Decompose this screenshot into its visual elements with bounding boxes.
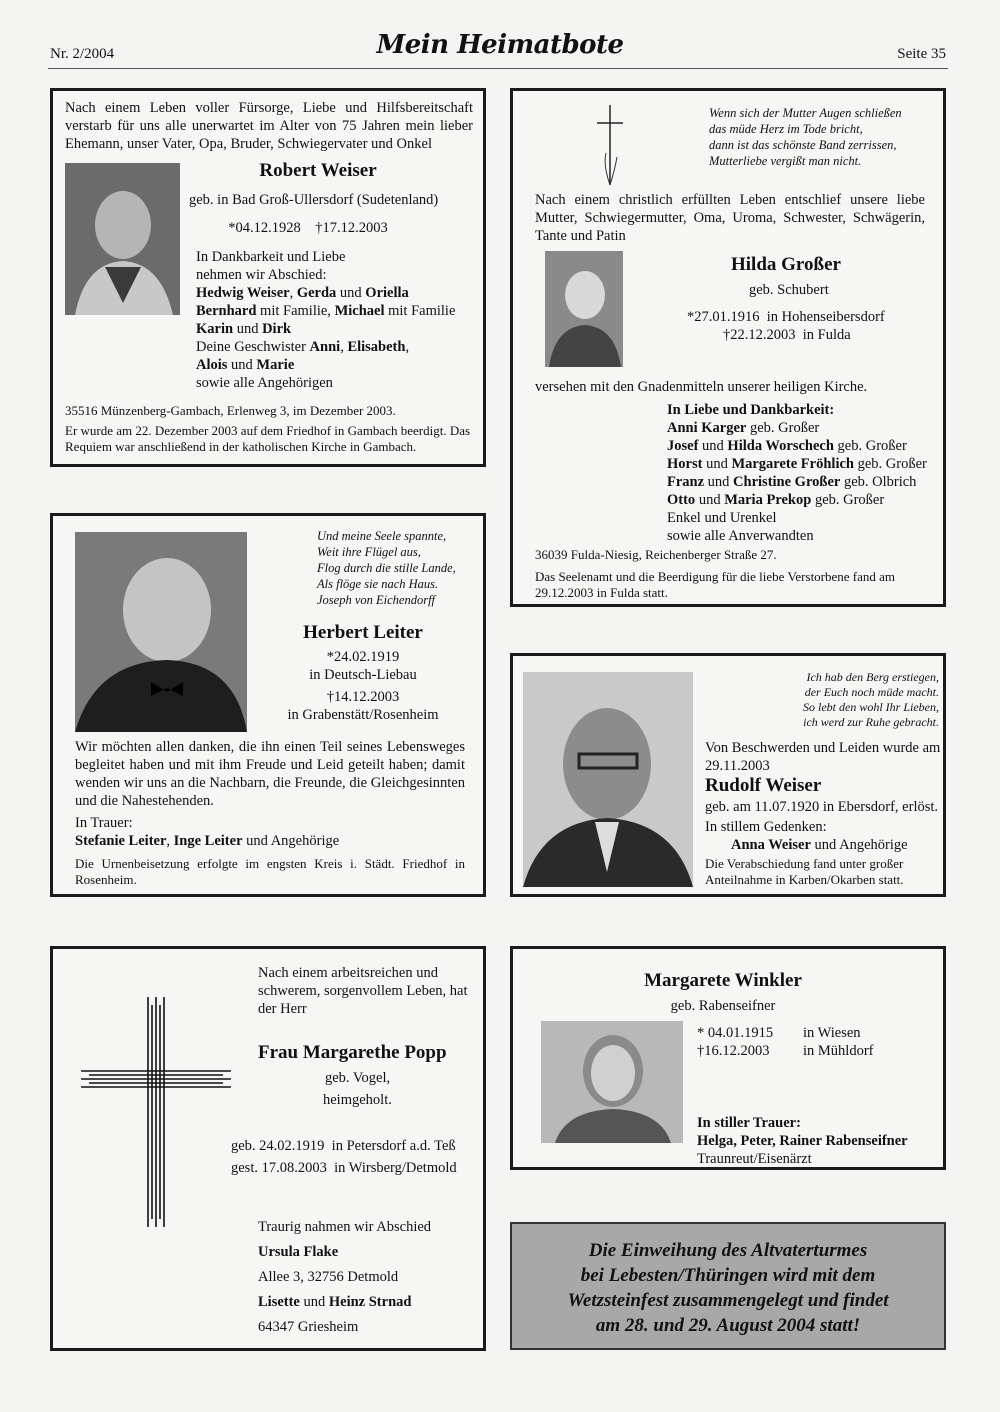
life-dates: *04.12.1928 †17.12.2003 <box>228 220 388 236</box>
poem: Ich hab den Berg erstiegen, der Euch noch müde macht. So lebt den wohl Ihr Lieben, ich werd zur Ruhe gebracht. <box>803 670 939 729</box>
deceased-name: Margarete Winkler <box>644 970 802 991</box>
intro-text: Nach einem Leben voller Fürsorge, Liebe und Hilfsbereitschaft verstarb für uns alle unerwartet im Alter von 75 Jahren mein lieber Ehemann, unser Vater, Opa, Bruder, Schwiegervater und Onkel <box>65 100 473 152</box>
family-list: In Dankbarkeit und Liebe nehmen wir Abschied: Hedwig Weiser, Gerda und Oriella Bernhard mit Familie, Michael mit Familie Karin und Dirk Deine Geschwister Anni, Elisabeth, Alois und Marie sowie alle Angehörigen <box>196 249 456 391</box>
sacrament-note: versehen mit den Gnadenmitteln unserer heiligen Kirche. <box>535 379 868 395</box>
death-info: †22.12.2003 in Fulda <box>723 327 851 343</box>
farewell-label: Traurig nahmen wir Abschied <box>258 1219 432 1235</box>
intro-text: Nach einem christlich erfüllten Leben entschlief unsere liebe Mutter, Schwiegermutter, Oma, Uroma, Schwester, Schwägerin, Tante und Patin <box>535 192 925 244</box>
masthead-title: Mein Heimatbote <box>376 30 624 60</box>
maiden-name: geb. Schubert <box>749 282 829 298</box>
intro-text: Von Beschwerden und Leiden wurde am 29.11.2003 <box>705 740 941 774</box>
called-home: heimgeholt. <box>323 1092 392 1108</box>
header-rule <box>48 68 948 69</box>
family-place: Traunreut/Eisenärzt <box>697 1151 812 1167</box>
deceased-name: Robert Weiser <box>259 160 377 181</box>
family-list: Helga, Peter, Rainer Rabenseifner <box>697 1133 908 1149</box>
obituary-rudolf-weiser <box>510 653 946 897</box>
cross-icon <box>81 997 231 1227</box>
mourning-label: In Trauer: <box>75 815 133 831</box>
portrait-photo <box>523 672 693 887</box>
relative-address: 64347 Griesheim <box>258 1319 359 1335</box>
address: 36039 Fulda-Niesig, Reichenberger Straße 27. <box>535 547 777 562</box>
announcement-text: Die Einweihung des Altvaterturmes bei Lebesten/Thüringen wird mit dem Wetzsteinfest zusammengelegt und findet am 28. und 29. August 2004 statt! <box>567 1240 889 1336</box>
poem: Wenn sich der Mutter Augen schließen das müde Herz im Tode bricht, dann ist das schönste Band zerrissen, Mutterliebe vergißt man nicht. <box>709 106 902 168</box>
obituary-hilda-grosser <box>510 88 946 607</box>
deceased-name: Frau Margarethe Popp <box>258 1042 447 1063</box>
deceased-name: Hilda Großer <box>731 254 841 275</box>
poem: Und meine Seele spannte, Weit ihre Flügel aus, Flog durch die stille Lande, Als flöge sie nach Haus. Joseph von Eichendorff <box>317 529 456 607</box>
birth-date: * 04.01.1915 <box>697 1025 774 1041</box>
birth-info: *27.01.1916 in Hohenseibersdorf <box>687 309 885 325</box>
birthplace: geb. in Bad Groß-Ullersdorf (Sudetenland) <box>189 192 439 208</box>
birth-info: geb. am 11.07.1920 in Ebersdorf, erlöst. <box>705 799 939 815</box>
address: 35516 Münzenberg-Gambach, Erlenweg 3, im Dezember 2003. <box>65 403 396 418</box>
family-list: In Liebe und Dankbarkeit: Anni Karger geb. Großer Josef und Hilda Worschech geb. Großer Horst und Margarete Fröhlich geb. Großer Franz und Christine Großer geb. Olbrich Otto und Maria Prekop geb. Großer Enkel und Urenkel sowie alle Anverwandten <box>667 402 927 544</box>
farewell-note: Die Verabschiedung fand unter großer Anteilnahme in Karben/Okarben statt. <box>705 856 904 887</box>
obituary-margarethe-popp <box>50 946 486 1351</box>
death-date: †16.12.2003 <box>697 1043 770 1059</box>
thanks-text: Wir möchten allen danken, die ihn einen Teil seines Lebensweges begleitet haben und mit ihm Freude und Leid geteilt haben; damit wenden wir uns an die Nachbarn, die Freunde, die Gleichgesinnten und die Nahestehenden. <box>75 739 465 809</box>
obituary-margarete-winkler <box>510 946 946 1170</box>
remembrance-label: In stillem Gedenken: <box>705 819 827 835</box>
maiden-name: geb. Rabenseifner <box>670 998 776 1014</box>
family-list: Stefanie Leiter, Inge Leiter und Angehörige <box>75 833 340 849</box>
event-announcement <box>510 1222 946 1350</box>
intro-text: Nach einem arbeitsreichen und schwerem, sorgenvollem Leben, hat der Herr <box>258 965 468 1017</box>
birth-info: geb. 24.02.1919 in Petersdorf a.d. Teß <box>231 1138 456 1154</box>
relative-name: Lisette und Heinz Strnad <box>258 1294 412 1310</box>
birth-place: in Wiesen <box>803 1025 861 1041</box>
obituary-robert-weiser <box>50 88 486 467</box>
portrait-photo <box>65 163 180 315</box>
cross-icon <box>595 105 625 185</box>
relative-name: Ursula Flake <box>258 1244 339 1260</box>
obituary-herbert-leiter <box>50 513 486 897</box>
death-info: gest. 17.08.2003 in Wirsberg/Detmold <box>231 1160 457 1176</box>
relative-address: Allee 3, 32756 Detmold <box>258 1269 399 1285</box>
issue-number: Nr. 2/2004 <box>50 46 115 62</box>
funeral-note: Das Seelenamt und die Beerdigung für die liebe Verstorbene fand am 29.12.2003 in Fulda statt. <box>535 569 896 600</box>
deceased-name: Rudolf Weiser <box>705 775 822 796</box>
portrait-photo <box>545 251 623 367</box>
family-list: Anna Weiser und Angehörige <box>731 837 908 853</box>
page-number: Seite 35 <box>897 46 946 62</box>
maiden-name: geb. Vogel, <box>325 1070 391 1086</box>
deceased-name: Herbert Leiter <box>303 622 423 643</box>
death-place: in Mühldorf <box>803 1043 874 1059</box>
burial-note: Die Urnenbeisetzung erfolgte im engsten Kreis i. Städt. Friedhof in Rosenheim. <box>75 856 465 887</box>
portrait-photo <box>541 1021 683 1143</box>
life-dates: *24.02.1919 in Deutsch-Liebau †14.12.2003 in Grabenstätt/Rosenheim <box>287 649 439 723</box>
burial-note: Er wurde am 22. Dezember 2003 auf dem Friedhof in Gambach beerdigt. Das Requiem war anschließend in der katholischen Kirche in Gambach. <box>65 423 471 454</box>
portrait-photo <box>75 532 247 732</box>
mourning-label: In stiller Trauer: <box>697 1115 801 1131</box>
